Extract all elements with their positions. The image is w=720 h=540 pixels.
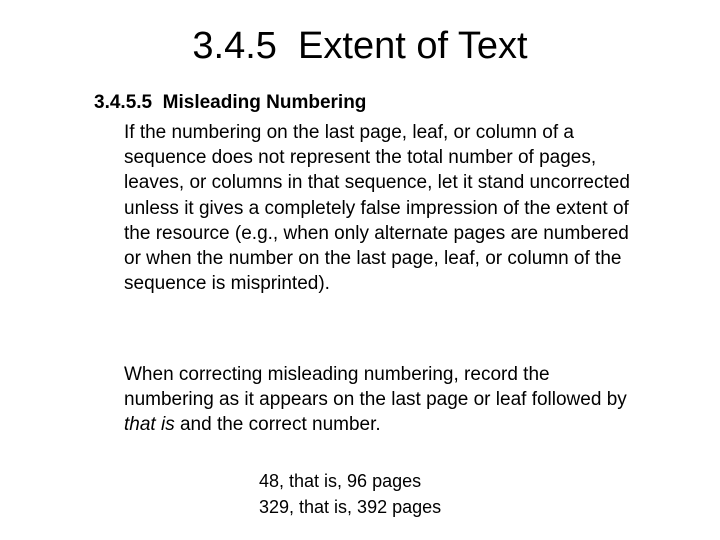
correction-paragraph <box>124 362 644 438</box>
correction-text-end: and the correct number. <box>174 414 381 436</box>
correction-text <box>124 362 644 438</box>
section-heading: 3.4.5.5 Misleading Numbering <box>94 92 367 113</box>
rule-paragraph <box>124 120 644 296</box>
correction-text-start: When correcting misleading numbering, record the numbering as it appears on the last page or leaf followed by <box>124 364 627 411</box>
correction-text-italic: that is <box>124 414 175 436</box>
slide-title: 3.4.5 Extent of Text <box>192 25 528 67</box>
example-line: 329, that is, 392 pages <box>259 497 442 517</box>
examples-block <box>259 468 441 520</box>
example-line: 48, that is, 96 pages <box>259 471 422 491</box>
rule-text: If the numbering on the last page, leaf, or column of a sequence does not represent the total number of pages, leaves, or columns in that sequence, let it stand uncorrected unless it gives a completely false impression of the extent of the resource (e.g., when only alternate pages are numbered or when the number on the last page, leaf, or column of the sequence is misprinted). <box>124 122 630 295</box>
